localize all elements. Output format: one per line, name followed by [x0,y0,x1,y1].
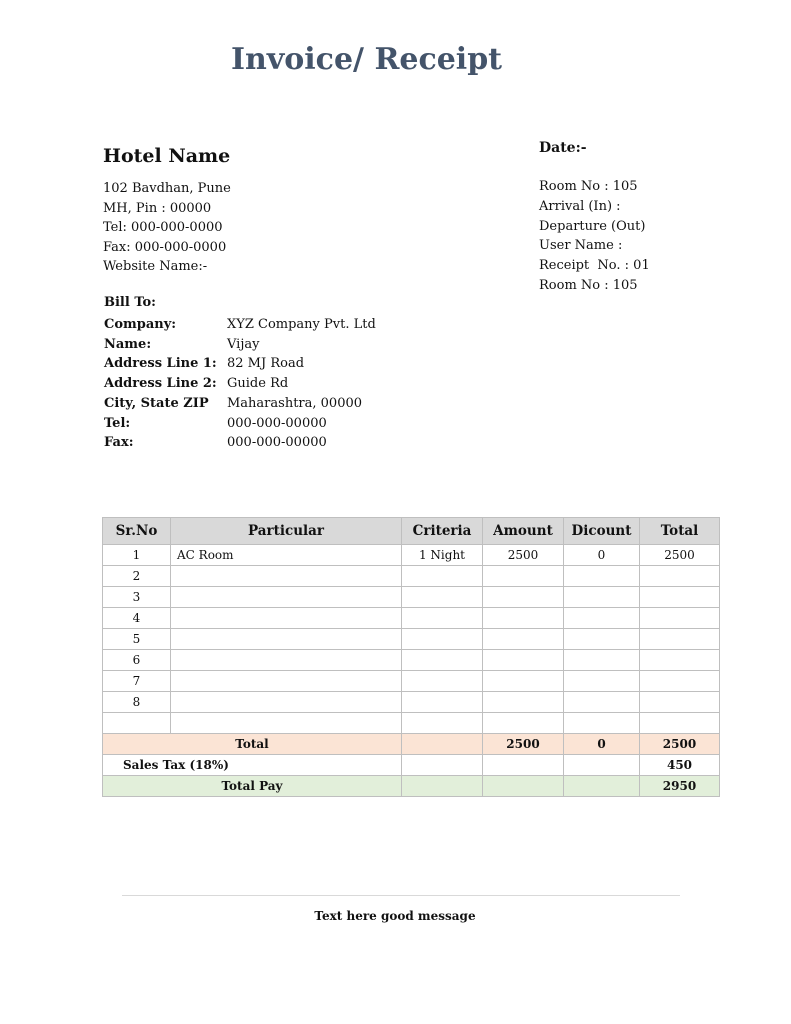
table-cell [640,629,720,650]
column-header: Amount [483,518,564,545]
bill-value: 000-000-00000 [227,435,327,451]
table-row [103,713,720,734]
table-cell: 5 [103,629,171,650]
bill-to-heading: Bill To: [104,295,156,310]
table-cell [402,734,483,755]
table-cell [103,713,171,734]
date-label: Date:- [539,140,587,156]
column-header: Particular [171,518,402,545]
address-line: Fax: 000-000-0000 [103,239,227,255]
table-row [103,671,720,692]
hotel-address [103,179,231,277]
room-detail-line: Departure (Out) [539,218,646,234]
total-label: Total [103,734,402,755]
table-cell [640,692,720,713]
table-cell [402,671,483,692]
table-cell [483,776,564,797]
column-header: Dicount [564,518,640,545]
bill-label: Address Line 2: [104,376,217,392]
sales-tax-value: 450 [640,755,720,776]
page-title: Invoice/ Receipt [231,42,503,77]
table-cell [483,692,564,713]
address-line: MH, Pin : 00000 [103,200,212,216]
table-cell [402,629,483,650]
table-cell [640,650,720,671]
table-cell [564,692,640,713]
bill-value: Vijay [227,336,260,352]
table-row [103,587,720,608]
table-row [103,629,720,650]
table-cell [483,587,564,608]
table-cell [171,671,402,692]
address-line: 102 Bavdhan, Pune [103,181,231,196]
bill-value: 82 MJ Road [227,356,305,372]
table-row [103,566,720,587]
room-detail-line: User Name : [539,238,623,254]
table-row [103,692,720,713]
room-details [539,177,650,296]
total-pay-value: 2950 [640,776,720,797]
column-header: Total [640,518,720,545]
footer-divider [122,895,680,896]
table-cell: 1 [103,545,171,566]
table-cell [564,650,640,671]
bill-value: Maharashtra, 00000 [227,395,363,411]
table-cell [564,566,640,587]
table-cell [171,587,402,608]
bill-label: Tel: [104,415,131,431]
room-detail-line: Room No : 105 [539,179,638,194]
table-cell [483,566,564,587]
table-cell: 7 [103,671,171,692]
total-value: 2500 [640,734,720,755]
total-amount: 2500 [483,734,564,755]
table-cell [402,692,483,713]
table-cell [564,755,640,776]
table-row [103,545,720,566]
table-cell [564,629,640,650]
table-cell [564,608,640,629]
bill-value: XYZ Company Pvt. Ltd [227,317,376,332]
table-cell [402,650,483,671]
room-detail-line: Receipt No. : 01 [539,258,650,274]
table-cell: 4 [103,608,171,629]
table-cell [640,671,720,692]
bill-label: City, State ZIP [104,395,209,411]
table-row [103,608,720,629]
table-cell [171,608,402,629]
table-cell [483,629,564,650]
table-cell [483,755,564,776]
table-cell [402,755,483,776]
table-cell: 2500 [483,545,564,566]
table-header-row [103,518,720,545]
table-cell [171,629,402,650]
table-cell [483,608,564,629]
bill-label: Company: [104,317,177,332]
room-detail-line: Room No : 105 [539,277,638,293]
table-cell [483,671,564,692]
invoice-table [102,517,720,797]
total-pay-row [103,776,720,797]
total-discount: 0 [564,734,640,755]
sales-tax-row [103,755,720,776]
column-header: Criteria [402,518,483,545]
table-cell [564,713,640,734]
table-cell: 2500 [640,545,720,566]
table-cell [171,650,402,671]
total-row [103,734,720,755]
table-cell [402,608,483,629]
table-row [103,650,720,671]
footer-message: Text here good message [314,909,476,923]
table-cell [402,776,483,797]
table-cell [640,587,720,608]
table-cell [564,776,640,797]
bill-label: Address Line 1: [104,356,217,372]
bill-value: Guide Rd [227,376,289,392]
table-cell: 8 [103,692,171,713]
address-line: Tel: 000-000-0000 [103,220,223,235]
table-cell: 2 [103,566,171,587]
table-cell: 0 [564,545,640,566]
table-cell [402,587,483,608]
table-cell [564,671,640,692]
address-line: Website Name:- [103,259,208,274]
table-cell [402,566,483,587]
table-cell [171,713,402,734]
column-header: Sr.No [103,518,171,545]
table-cell: AC Room [171,545,402,566]
bill-to-details [104,315,376,453]
table-cell [640,608,720,629]
table-cell [564,587,640,608]
table-cell [483,713,564,734]
bill-label: Fax: [104,435,134,451]
sales-tax-label: Sales Tax (18%) [103,755,402,776]
table-cell [640,713,720,734]
table-cell [402,713,483,734]
total-pay-label: Total Pay [103,776,402,797]
table-cell [483,650,564,671]
table-cell: 6 [103,650,171,671]
table-cell [171,692,402,713]
hotel-name: Hotel Name [103,145,231,167]
bill-label: Name: [104,336,152,352]
table-cell: 1 Night [402,545,483,566]
bill-value: 000-000-00000 [227,415,327,431]
room-detail-line: Arrival (In) : [539,198,621,214]
table-cell [640,566,720,587]
table-cell [171,566,402,587]
table-cell: 3 [103,587,171,608]
